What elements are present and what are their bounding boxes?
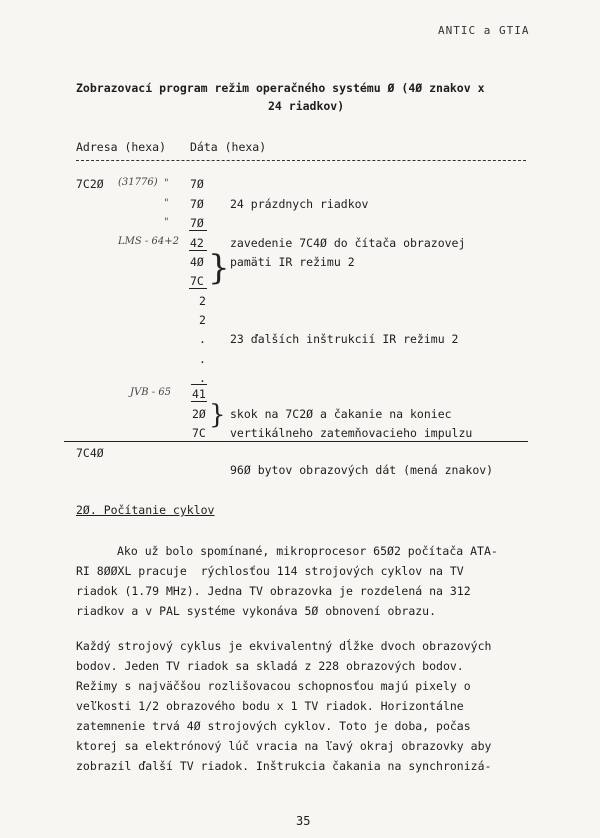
comment-lms-line2: pamäti IR režimu 2 xyxy=(230,255,355,269)
paragraph-line: zatemnenie trvá 4Ø strojových cyklov. Toto je doba, počas xyxy=(76,719,471,733)
handwritten-decimal-address: (31776) xyxy=(118,177,158,188)
data-byte: 7Ø xyxy=(190,216,204,230)
comment-blank-lines: 24 prázdnych riadkov xyxy=(230,197,369,211)
byte-underline xyxy=(191,401,207,402)
data-byte: . xyxy=(199,371,206,385)
data-byte: 7Ø xyxy=(190,197,204,211)
start-address: 7C2Ø xyxy=(76,177,104,191)
ditto-mark: " xyxy=(164,217,169,228)
data-byte: 7Ø xyxy=(190,177,204,191)
paragraph-line: riadkov a v PAL systéme vykonáva 5Ø obnovení obrazu. xyxy=(76,604,437,618)
ditto-mark: " xyxy=(164,198,169,209)
paragraph-line: RI 8ØØXL pracuje rýchlosťou 114 strojových cyklov na TV xyxy=(76,564,464,578)
table-title-line1: Zobrazovací program režim operačného systému Ø (4Ø znakov x xyxy=(76,81,485,95)
column-header-data: Dáta (hexa) xyxy=(190,140,267,154)
data-byte: . xyxy=(199,352,206,366)
column-header-address: Adresa (hexa) xyxy=(76,140,167,154)
byte-underline xyxy=(189,250,207,251)
screen-memory-address: 7C4Ø xyxy=(76,446,104,460)
byte-overline xyxy=(191,384,207,385)
paragraph-line: Každý strojový cyklus je ekvivalentný dĺžke dvoch obrazových xyxy=(76,639,492,653)
comment-jump-line1: skok na 7C2Ø a čakanie na koniec xyxy=(230,407,452,421)
comment-more-instructions: 23 ďalších inštrukcií IR režimu 2 xyxy=(230,332,459,346)
screen-memory-note: 96Ø bytov obrazových dát (mená znakov) xyxy=(230,463,494,477)
data-byte: 2Ø xyxy=(192,407,206,421)
handwritten-jvb-note: JVB - 65 xyxy=(130,387,172,398)
data-byte: . xyxy=(199,332,206,346)
brace-lms: } xyxy=(208,248,230,288)
page-number: 35 xyxy=(296,814,311,828)
table-bottom-rule xyxy=(64,441,528,442)
paragraph-line: Ako už bolo spomínané, mikroprocesor 65Ø2 počítača ATA- xyxy=(117,544,498,558)
data-byte: 41 xyxy=(192,387,206,401)
paragraph-line: Režimy s najväčšou rozlišovacou schopnosťou majú pixely o xyxy=(76,679,471,693)
handwritten-lms-note: LMS - 64+2 xyxy=(118,236,179,247)
data-byte: 7C xyxy=(190,274,204,288)
paragraph-line: riadok (1.79 MHz). Jedna TV obrazovka je rozdelená na 312 xyxy=(76,584,471,598)
paragraph-line: ktorej sa elektrónový lúč vracia na ľavý okraj obrazovky aby xyxy=(76,739,492,753)
data-byte: 2 xyxy=(199,294,206,308)
data-byte: 7C xyxy=(192,426,206,440)
comment-lms-line1: zavedenie 7C4Ø do čítača obrazovej xyxy=(230,236,466,250)
brace-jump: } xyxy=(209,400,226,430)
data-byte: 42 xyxy=(190,236,204,250)
paragraph-line: bodov. Jeden TV riadok sa skladá z 228 obrazových bodov. xyxy=(76,659,464,673)
data-byte: 2 xyxy=(199,313,206,327)
paragraph-line: zobrazil ďalší TV riadok. Inštrukcia čakania na synchronizá- xyxy=(76,759,492,773)
paragraph-line: veľkosti 1/2 obrazového bodu x 1 TV riadok. Horizontálne xyxy=(76,699,464,713)
comment-jump-line2: vertikálneho zatemňovacieho impulzu xyxy=(230,426,473,440)
section-heading: 2Ø. Počítanie cyklov xyxy=(76,503,215,517)
header-divider xyxy=(76,160,526,161)
data-byte: 4Ø xyxy=(190,255,204,269)
ditto-mark: " xyxy=(164,178,169,189)
table-title-line2: 24 riadkov) xyxy=(268,99,345,113)
running-header: ANTIC a GTIA xyxy=(438,24,530,37)
byte-underline xyxy=(189,230,207,231)
byte-underline xyxy=(189,288,207,289)
